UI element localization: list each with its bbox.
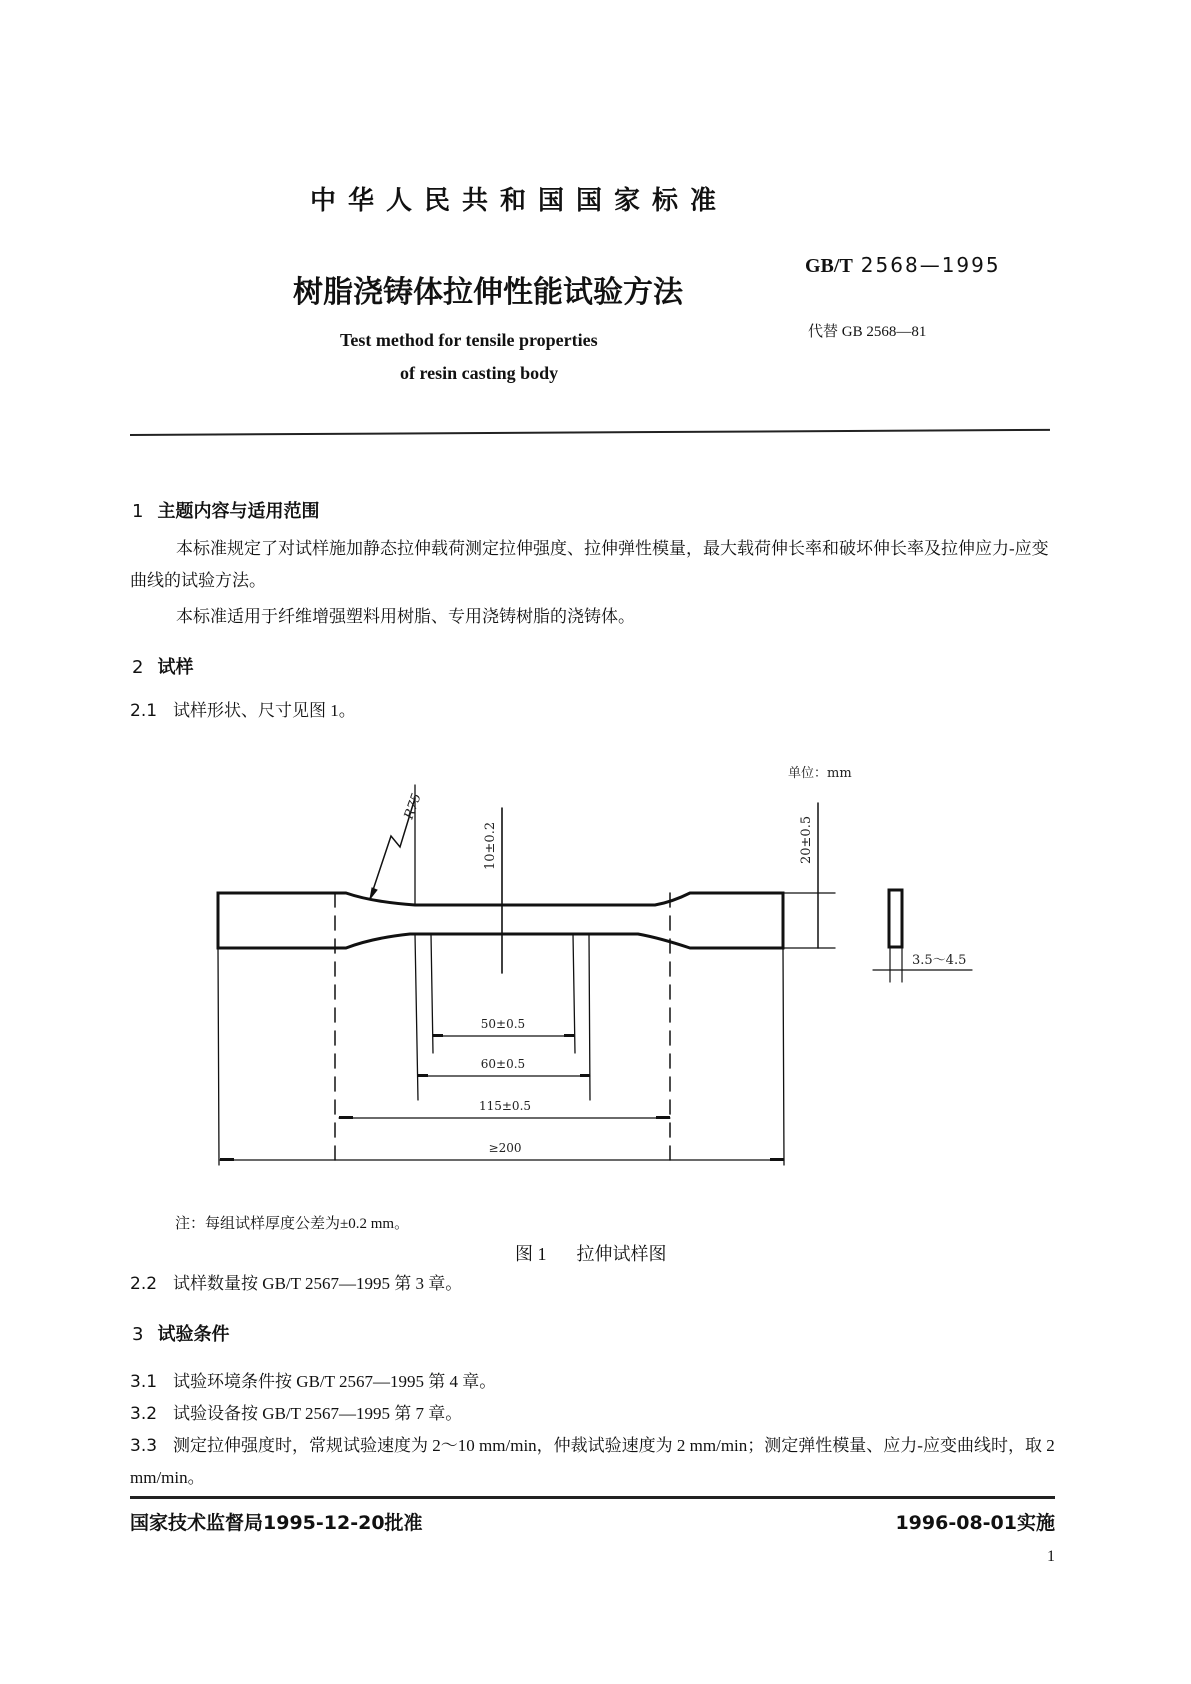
clause-text: 试验设备按 GB/T 2567—1995 第 7 章。 xyxy=(173,1404,463,1423)
clause-number: 2.2 xyxy=(130,1274,158,1294)
clause-3-2 xyxy=(130,1398,462,1430)
grip-width-label: 20±0.5 xyxy=(799,815,814,864)
section-3-heading xyxy=(132,1320,229,1346)
header-divider xyxy=(130,429,1050,436)
replaces-standard: 代替 GB 2568—81 xyxy=(808,324,927,340)
footer-divider xyxy=(130,1496,1055,1499)
clause-text: 测定拉伸强度时，常规试验速度为 2～10 mm/min，仲裁试验速度为 2 mm/min；测定弹性模量、应力-应变曲线时，取 2 mm/min。 xyxy=(130,1436,1055,1487)
parallel-length-label: 60±0.5 xyxy=(480,1057,526,1071)
figure-caption xyxy=(515,1240,667,1266)
clause-2-1 xyxy=(130,695,356,727)
clause-number: 3.2 xyxy=(130,1404,158,1424)
figure-note: 注：每组试样厚度公差为±0.2 mm。 xyxy=(175,1216,410,1232)
section-title: 试验条件 xyxy=(157,1324,230,1345)
section-number: 1 xyxy=(132,501,144,522)
document-title-en-line2: of resin casting body xyxy=(400,363,559,383)
section-1-paragraph-2: 本标准适用于纤维增强塑料用树脂、专用浇铸树脂的浇铸体。 xyxy=(176,607,635,626)
unit-label: 单位：mm xyxy=(788,766,852,781)
clause-number: 3.3 xyxy=(130,1436,158,1456)
figure-title: 拉伸试样图 xyxy=(576,1244,667,1264)
overall-length-label: ≥200 xyxy=(488,1141,522,1155)
section-1-heading xyxy=(132,497,319,523)
thickness-label: 3.5～4.5 xyxy=(912,953,967,968)
section-number: 2 xyxy=(132,657,144,678)
narrow-width-label: 10±0.2 xyxy=(483,821,498,870)
document-title-cn: 树脂浇铸体拉伸性能试验方法 xyxy=(293,275,683,310)
section-1-paragraph-1: 本标准规定了对试样施加静态拉伸载荷测定拉伸强度、拉伸弹性模量，最大载荷伸长率和破坏伸长率及拉伸应力-应变曲线的试验方法。 xyxy=(130,539,1049,590)
clause-3-1 xyxy=(130,1366,496,1398)
section-title: 试样 xyxy=(157,657,194,678)
standard-number: 2568—1995 xyxy=(860,253,1001,277)
clause-number: 3.1 xyxy=(130,1372,158,1392)
grip-distance-label: 115±0.5 xyxy=(478,1099,532,1113)
radius-label: R75 xyxy=(401,791,425,822)
section-number: 3 xyxy=(132,1324,144,1345)
effective-date: 1996-08-01实施 xyxy=(895,1512,1055,1534)
page-number: 1 xyxy=(1047,1548,1055,1565)
clause-text: 试验环境条件按 GB/T 2567—1995 第 4 章。 xyxy=(173,1372,497,1391)
gauge-length-label: 50±0.5 xyxy=(480,1017,526,1031)
document-title-en-line1: Test method for tensile properties xyxy=(340,330,598,350)
clause-3-3 xyxy=(130,1430,1055,1494)
approval-info: 国家技术监督局1995-12-20批准 xyxy=(130,1512,423,1534)
standard-prefix: GB/T xyxy=(805,255,853,277)
clause-text: 试样数量按 GB/T 2567—1995 第 3 章。 xyxy=(173,1274,463,1293)
standard-code xyxy=(805,253,1001,278)
tensile-specimen-diagram xyxy=(0,760,1191,1210)
section-title: 主题内容与适用范围 xyxy=(157,501,320,522)
clause-text: 试样形状、尺寸见图 1。 xyxy=(173,701,356,720)
figure-number: 图 1 xyxy=(515,1244,547,1264)
clause-number: 2.1 xyxy=(130,701,158,721)
section-2-heading xyxy=(132,653,193,679)
national-standard-title: 中华人民共和国国家标准 xyxy=(310,186,729,216)
specimen-outline xyxy=(218,893,783,948)
clause-2-2 xyxy=(130,1268,462,1300)
